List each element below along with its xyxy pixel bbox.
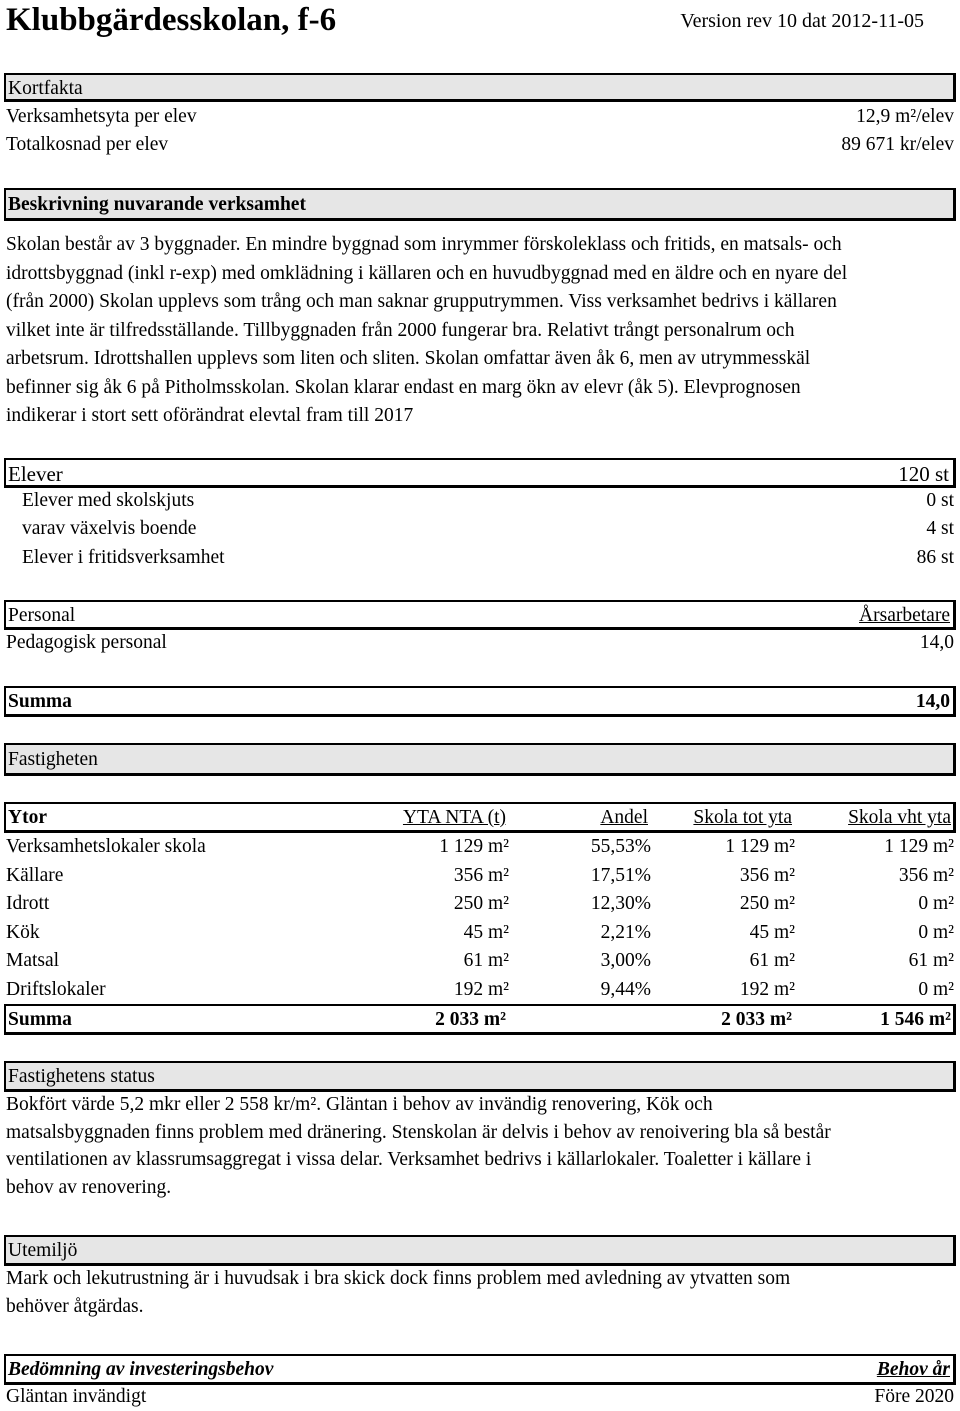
beskrivning-text (6, 231, 950, 431)
personal-sum-box (4, 686, 956, 717)
status-heading: Fastighetens status (4, 1061, 956, 1092)
elever-value: 86 st (916, 547, 954, 568)
ytor-cell: 0 m² (918, 921, 954, 943)
ytor-row (6, 862, 954, 890)
bedomning-heading-box (4, 1354, 956, 1385)
personal-unit-header: Årsarbetare (859, 605, 950, 626)
kortfakta-row (6, 131, 954, 159)
ytor-row (6, 947, 954, 975)
ytor-cell: 17,51% (590, 864, 651, 886)
ytor-header-row (4, 802, 956, 833)
elever-row (22, 544, 954, 572)
ytor-row-label: Idrott (6, 893, 50, 914)
personal-heading: Personal (8, 605, 76, 626)
elever-value: 0 st (926, 490, 954, 511)
elever-heading-box (4, 458, 956, 488)
ytor-row-label: Verksamhetslokaler skola (6, 836, 206, 857)
elever-total: 120 st (898, 462, 949, 486)
status-line: Bokfört värde 5,2 mkr eller 2 558 kr/m². Gläntan i behov av invändig renovering, Kök och (6, 1094, 713, 1115)
ytor-sum-row (4, 1004, 956, 1035)
personal-row (6, 629, 954, 657)
ytor-header-yta: YTA NTA (t) (402, 807, 506, 828)
utemiljo-line: behöver åtgärdas. (6, 1295, 144, 1317)
ytor-row (6, 890, 954, 918)
personal-label: Pedagogisk personal (6, 632, 167, 653)
ytor-cell: 61 m² (463, 950, 509, 971)
ytor-header-tot: Skola tot yta (693, 807, 792, 828)
elever-heading: Elever (8, 462, 63, 486)
beskrivning-line: befinner sig åk 6 på Pitholmsskolan. Skolan klarar endast en marg ökn av elevr (åk 5). Elevprognosen (6, 376, 801, 398)
ytor-cell: 0 m² (918, 978, 954, 1000)
kortfakta-heading: Kortfakta (4, 73, 956, 102)
elever-value: 4 st (926, 518, 954, 539)
version-label: Version rev 10 dat 2012-11-05 (680, 10, 924, 32)
ytor-cell: 12,30% (590, 893, 651, 914)
utemiljo-line: Mark och lekutrustning är i huvudsak i bra skick dock finns problem med avledning av ytvatten som (6, 1268, 791, 1289)
status-line: behov av renovering. (6, 1176, 172, 1198)
ytor-row-label: Matsal (6, 950, 60, 971)
ytor-sum-label: Summa (8, 1009, 72, 1030)
ytor-cell: 250 m² (739, 893, 795, 914)
status-text (6, 1091, 950, 1201)
bedomning-value: Före 2020 (874, 1386, 954, 1407)
personal-sum-label: Summa (8, 691, 72, 712)
utemiljo-text (6, 1265, 950, 1320)
ytor-row (6, 976, 954, 1004)
ytor-cell: 1 129 m² (439, 836, 509, 857)
ytor-row-label: Kök (6, 921, 40, 943)
ytor-cell: 356 m² (898, 864, 954, 886)
ytor-cell: 1 129 m² (725, 836, 795, 857)
ytor-header-label: Ytor (8, 807, 47, 828)
ytor-cell: 0 m² (918, 893, 954, 914)
bedomning-label: Gläntan invändigt (6, 1386, 147, 1407)
ytor-row (6, 919, 954, 947)
beskrivning-line: Skolan består av 3 byggnader. En mindre byggnad som inrymmer förskoleklass och fritids, en matsals- och (6, 234, 842, 255)
bedomning-heading: Bedömning av investeringsbehov (8, 1359, 274, 1380)
ytor-row-label: Källare (6, 864, 64, 886)
elever-label: Elever i fritidsverksamhet (22, 547, 225, 568)
ytor-cell: 250 m² (453, 893, 509, 914)
ytor-cell: 45 m² (463, 921, 509, 943)
ytor-cell: 9,44% (600, 978, 651, 1000)
ytor-cell: 1 129 m² (884, 836, 954, 857)
ytor-cell: 356 m² (739, 864, 795, 886)
elever-label: Elever med skolskjuts (22, 490, 195, 511)
bedomning-year-header: Behov år (876, 1359, 950, 1380)
elever-row (22, 487, 954, 515)
ytor-cell: 192 m² (453, 978, 509, 1000)
beskrivning-line: vilket inte är tilfredsställande. Tillbyggnaden från 2000 fungerar bra. Relativt trångt personalrum och (6, 319, 795, 341)
ytor-header-andel: Andel (600, 807, 648, 828)
status-line: ventilationen av klassrumsaggregat i vissa delar. Verksamhet bedrivs i källarlokaler. Toaletter i källare i (6, 1149, 812, 1170)
ytor-cell: 61 m² (908, 950, 954, 971)
utemiljo-heading: Utemiljö (4, 1235, 956, 1266)
fastigheten-heading: Fastigheten (4, 743, 956, 776)
page-title: Klubbgärdesskolan, f-6 (6, 2, 337, 38)
kortfakta-value: 12,9 m²/elev (856, 106, 954, 127)
personal-sum-value: 14,0 (915, 691, 950, 712)
ytor-row-label: Driftslokaler (6, 978, 106, 1000)
ytor-sum-yta: 2 033 m² (435, 1009, 506, 1030)
beskrivning-heading: Beskrivning nuvarande verksamhet (4, 188, 956, 221)
ytor-cell: 45 m² (749, 921, 795, 943)
ytor-cell: 356 m² (453, 864, 509, 886)
ytor-sum-tot: 2 033 m² (721, 1009, 792, 1030)
personal-heading-box (4, 600, 956, 630)
ytor-cell: 3,00% (600, 950, 651, 971)
kortfakta-label: Totalkosnad per elev (6, 134, 169, 155)
bedomning-row (6, 1383, 954, 1411)
beskrivning-line: indikerar i stort sett oförändrat elevtal fram till 2017 (6, 405, 414, 426)
ytor-cell: 55,53% (590, 836, 651, 857)
beskrivning-line: (från 2000) Skolan upplevs som trång och man saknar grupputrymmen. Viss verksamhet bedrivs i källaren (6, 291, 837, 312)
kortfakta-label: Verksamhetsyta per elev (6, 106, 197, 127)
kortfakta-value: 89 671 kr/elev (841, 134, 954, 155)
ytor-row (6, 833, 954, 861)
ytor-cell: 61 m² (749, 950, 795, 971)
ytor-sum-vht: 1 546 m² (880, 1009, 951, 1030)
ytor-cell: 192 m² (739, 978, 795, 1000)
status-line: matsalsbyggnaden finns problem med dränering. Stenskolan är delvis i behov av renoivering bla så består (6, 1121, 831, 1143)
kortfakta-row (6, 103, 954, 131)
elever-label: varav växelvis boende (22, 518, 197, 539)
personal-value: 14,0 (919, 632, 954, 653)
ytor-cell: 2,21% (600, 921, 651, 943)
beskrivning-line: arbetsrum. Idrottshallen upplevs som liten och sliten. Skolan omfattar även åk 6, men av utrymmesskäl (6, 348, 811, 369)
beskrivning-line: idrottsbyggnad (inkl r-exp) med omklädning i källaren och en huvudbyggnad med en äldre och en nyare del (6, 262, 848, 284)
elever-row (22, 515, 954, 543)
ytor-header-vht: Skola vht yta (848, 807, 951, 828)
